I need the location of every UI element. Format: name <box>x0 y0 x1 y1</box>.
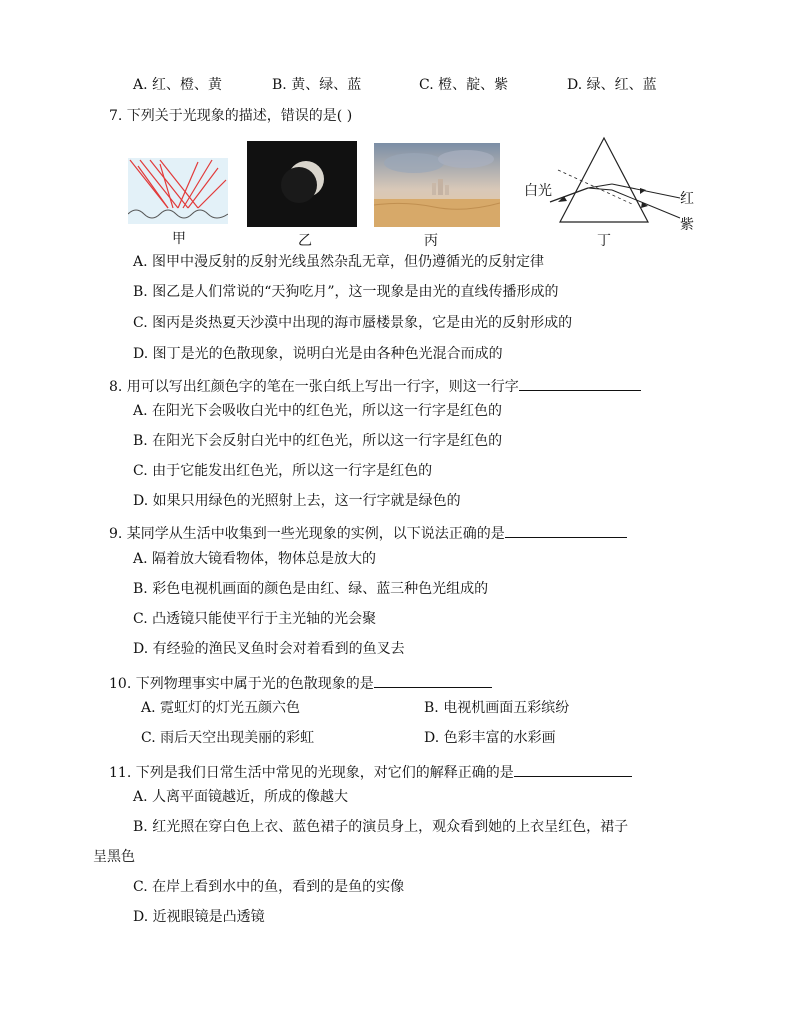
q8-answer-blank <box>519 376 641 391</box>
q11-option-d: D. 近视眼镜是凸透镜 <box>133 909 265 925</box>
caption-bing: 丙 <box>424 233 438 249</box>
q7-stem: 7. 下列关于光现象的描述，错误的是( ) <box>109 108 353 124</box>
figure-desert-mirage <box>374 143 500 227</box>
q9-option-c: C. 凸透镜只能使平行于主光轴的光会聚 <box>133 611 377 627</box>
figure-diffuse-reflection <box>128 158 228 224</box>
caption-yi: 乙 <box>298 233 312 249</box>
q11-option-b: B. 红光照在穿白色上衣、蓝色裙子的演员身上，观众看到她的上衣呈红色，裙子 <box>133 819 629 835</box>
q8-option-d: D. 如果只用绿色的光照射上去，这一行字就是绿色的 <box>133 493 461 509</box>
q9-answer-blank <box>505 523 627 538</box>
figure-lunar-eclipse <box>247 141 357 227</box>
q10-option-b: B. 电视机画面五彩缤纷 <box>424 700 570 716</box>
q10-option-d: D. 色彩丰富的水彩画 <box>424 730 556 746</box>
q8-option-b: B. 在阳光下会反射白光中的红色光，所以这一行字是红色的 <box>133 433 503 449</box>
q9-option-b: B. 彩色电视机画面的颜色是由红、绿、蓝三种色光组成的 <box>133 581 489 597</box>
prism-label-purple: 紫 <box>680 217 694 233</box>
q11-option-c: C. 在岸上看到水中的鱼，看到的是鱼的实像 <box>133 879 405 895</box>
q8-option-c: C. 由于它能发出红色光，所以这一行字是红色的 <box>133 463 433 479</box>
q11-option-b-continued: 呈黑色 <box>93 849 135 865</box>
q7-option-d: D. 图丁是光的色散现象，说明白光是由各种色光混合而成的 <box>133 346 503 362</box>
q7-option-b: B. 图乙是人们常说的“天狗吃月”，这一现象是由光的直线传播形成的 <box>133 284 559 300</box>
q6-option-a: A. 红、橙、黄 <box>133 77 223 93</box>
caption-ding: 丁 <box>597 233 611 249</box>
q10-stem <box>109 673 492 693</box>
q7-option-a: A. 图甲中漫反射的反射光线虽然杂乱无章，但仍遵循光的反射定律 <box>133 254 545 270</box>
q11-stem <box>109 762 632 782</box>
q9-stem-text: 9. 某同学从生活中收集到一些光现象的实例，以下说法正确的是 <box>109 526 505 542</box>
q9-option-a: A. 隔着放大镜看物体，物体总是放大的 <box>133 551 377 567</box>
q11-answer-blank <box>514 762 632 777</box>
q8-stem <box>109 376 641 396</box>
q10-stem-text: 10. 下列物理事实中属于光的色散现象的是 <box>109 676 374 692</box>
q9-option-d: D. 有经验的渔民叉鱼时会对着看到的鱼叉去 <box>133 641 405 657</box>
q11-stem-text: 11. 下列是我们日常生活中常见的光现象，对它们的解释正确的是 <box>109 765 514 781</box>
q11-option-a: A. 人离平面镜越近，所成的像越大 <box>133 789 349 805</box>
q9-stem <box>109 523 627 543</box>
q10-answer-blank <box>374 673 492 688</box>
prism-label-white: 白光 <box>524 183 552 199</box>
q6-option-b: B. 黄、绿、蓝 <box>272 77 362 93</box>
q6-option-c: C. 橙、靛、紫 <box>419 77 509 93</box>
q8-option-a: A. 在阳光下会吸收白光中的红色光，所以这一行字是红色的 <box>133 403 503 419</box>
q6-option-d: D. 绿、红、蓝 <box>567 77 657 93</box>
prism-label-red: 红 <box>680 191 694 207</box>
caption-jia: 甲 <box>172 231 186 247</box>
q10-option-a: A. 霓虹灯的灯光五颜六色 <box>141 700 301 716</box>
q7-option-c: C. 图丙是炎热夏天沙漠中出现的海市蜃楼景象，它是由光的反射形成的 <box>133 315 573 331</box>
q8-stem-text: 8. 用可以写出红颜色字的笔在一张白纸上写出一行字，则这一行字 <box>109 379 519 395</box>
q10-option-c: C. 雨后天空出现美丽的彩虹 <box>141 730 315 746</box>
